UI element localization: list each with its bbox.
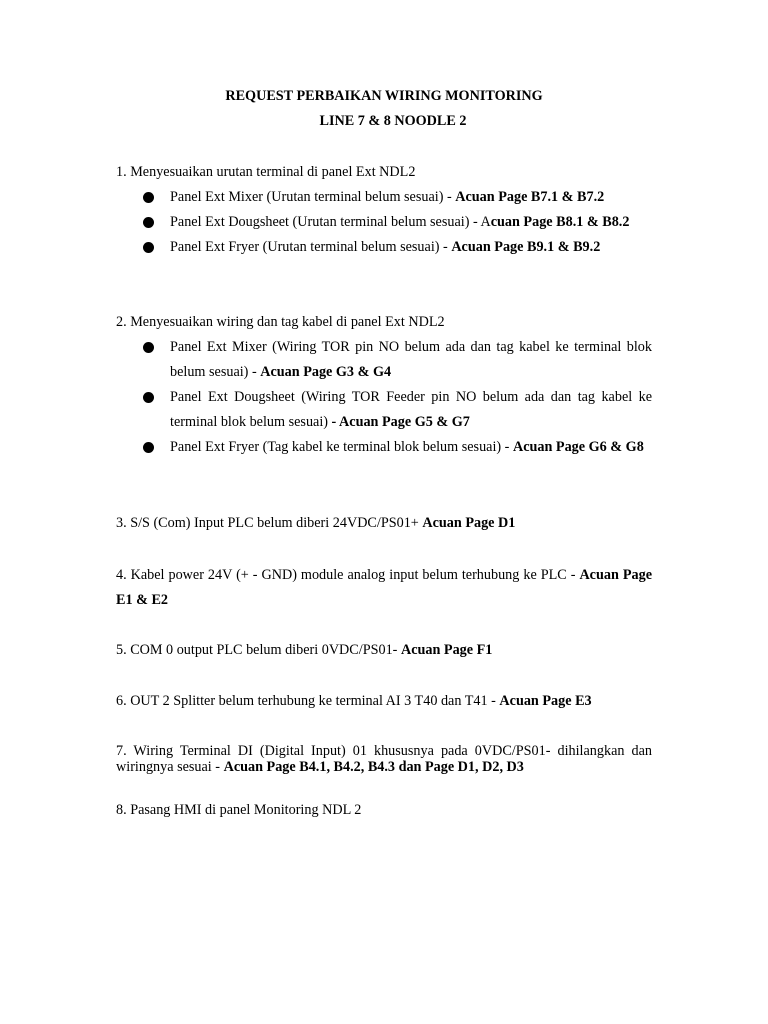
list-item: Panel Ext Dougsheet (Wiring TOR Feeder pin NO belum ada dan tag kabel ke terminal blok belum sesuai) - Acuan Page G5 & G7: [116, 385, 652, 435]
item-2-heading: 2. Menyesuaikan wiring dan tag kabel di panel Ext NDL2: [116, 314, 445, 330]
bullet-icon: [143, 342, 154, 353]
item-5: 5. COM 0 output PLC belum diberi 0VDC/PS01- Acuan Page F1: [116, 642, 493, 658]
document-title: REQUEST PERBAIKAN WIRING MONITORING: [225, 88, 543, 104]
item-3: 3. S/S (Com) Input PLC belum diberi 24VDC/PS01+ Acuan Page D1: [116, 515, 516, 531]
item-2-bullet-list: [116, 335, 652, 460]
bullet-icon: [143, 192, 154, 203]
bullet-icon: [143, 392, 154, 403]
bullet-icon: [143, 442, 154, 453]
item-7: 7. Wiring Terminal DI (Digital Input) 01 khususnya pada 0VDC/PS01- dihilangkan dan wiringnya sesuai - Acuan Page B4.1, B4.2, B4.3 dan Page D1, D2, D3: [116, 743, 652, 775]
bullet-icon: [143, 217, 154, 228]
list-item: Panel Ext Fryer (Tag kabel ke terminal blok belum sesuai) - Acuan Page G6 & G8: [116, 435, 652, 460]
item-4: 4. Kabel power 24V (+ - GND) module analog input belum terhubung ke PLC - Acuan Page E1 & E2: [116, 567, 652, 608]
item-1-bullet-list: [116, 185, 652, 260]
list-item: Panel Ext Fryer (Urutan terminal belum sesuai) - Acuan Page B9.1 & B9.2: [116, 235, 652, 260]
document-subtitle: LINE 7 & 8 NOODLE 2: [319, 113, 467, 129]
item-8: 8. Pasang HMI di panel Monitoring NDL 2: [116, 802, 362, 818]
list-item: Panel Ext Mixer (Wiring TOR pin NO belum ada dan tag kabel ke terminal blok belum sesuai) - Acuan Page G3 & G4: [116, 335, 652, 385]
item-6: 6. OUT 2 Splitter belum terhubung ke terminal AI 3 T40 dan T41 - Acuan Page E3: [116, 693, 592, 709]
bullet-icon: [143, 242, 154, 253]
list-item: Panel Ext Mixer (Urutan terminal belum sesuai) - Acuan Page B7.1 & B7.2: [116, 185, 652, 210]
list-item: Panel Ext Dougsheet (Urutan terminal belum sesuai) - Acuan Page B8.1 & B8.2: [116, 210, 652, 235]
item-1-heading: 1. Menyesuaikan urutan terminal di panel Ext NDL2: [116, 164, 416, 180]
